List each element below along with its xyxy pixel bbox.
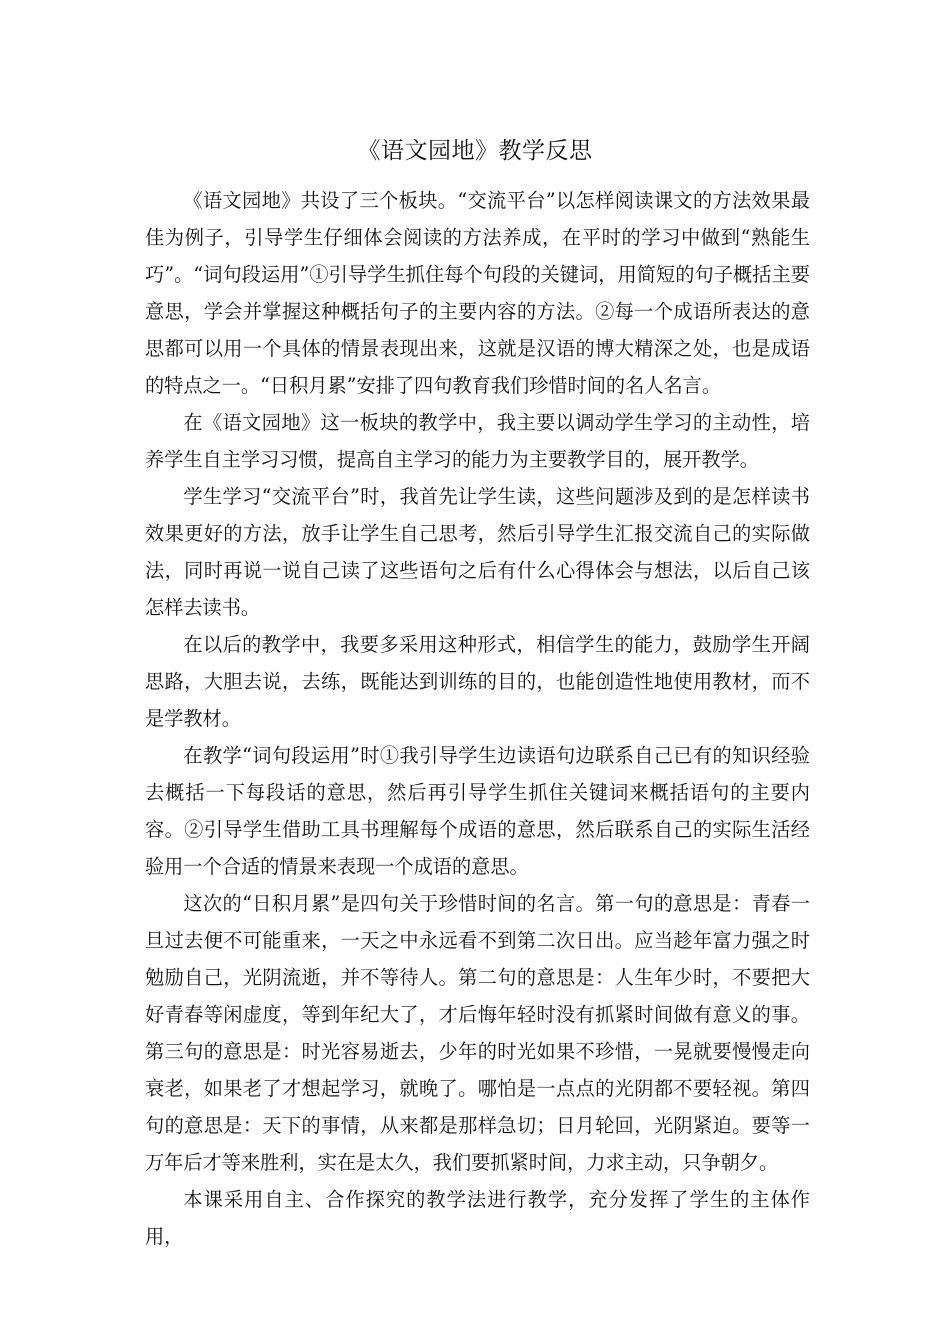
paragraph: 在教学“词句段运用”时①我引导学生边读语句边联系自己已有的知识经验去概括一下每段话的意思，然后再引导学生抓住关键词来概括语句的主要内容。②引导学生借助工具书理解每个成语的意思，然后联系自己的实际生活经验用一个合适的情景来表现一个成语的意思。: [145, 744, 810, 878]
paragraph: 学生学习“交流平台”时，我首先让学生读，这些问题涉及到的是怎样读书效果更好的方法，放手让学生自己思考，然后引导学生汇报交流自己的实际做法，同时再说一说自己读了这些语句之后有什么心得体会与想法，以后自己该怎样去读书。: [145, 485, 810, 619]
paragraph: 本课采用自主、合作探究的教学法进行教学，充分发挥了学生的主体作用，: [145, 1188, 810, 1248]
document-title: 《语文园地》教学反思: [357, 138, 593, 164]
paragraph: 《语文园地》共设了三个板块。“交流平台”以怎样阅读课文的方法效果最佳为例子，引导学生仔细体会阅读的方法养成，在平时的学习中做到“熟能生巧”。“词句段运用”①引导学生抓住每个句段的关键词，用简短的句子概括主要意思，学会并掌握这种概括句子的主要内容的方法。②每一个成语所表达的意思都可以用一个具体的情景表现出来，这就是汉语的博大精深之处，也是成语的特点之一。“日积月累”安排了四句教育我们珍惜时间的名人名言。: [145, 189, 810, 397]
paragraph: 在《语文园地》这一板块的教学中，我主要以调动学生学习的主动性，培养学生自主学习习惯，提高自主学习的能力为主要教学目的，展开教学。: [145, 411, 810, 471]
paragraph: 在以后的教学中，我要多采用这种形式，相信学生的能力，鼓励学生开阔思路，大胆去说，去练，既能达到训练的目的，也能创造性地使用教材，而不是学教材。: [145, 633, 810, 730]
document-body: [145, 182, 810, 1255]
paragraph: 这次的“日积月累”是四句关于珍惜时间的名言。第一句的意思是：青春一旦过去便不可能重来，一天之中永远看不到第二次日出。应当趁年富力强之时勉励自己，光阴流逝，并不等待人。第二句的意思是：人生年少时，不要把大好青春等闲虚度，等到年纪大了，才后悔年轻时没有抓紧时间做有意义的事。第三句的意思是：时光容易逝去，少年的时光如果不珍惜，一晃就要慢慢走向衰老，如果老了才想起学习，就晚了。哪怕是一点点的光阴都不要轻视。第四句的意思是：天下的事情，从来都是那样急切；日月轮回，光阴紧迫。要等一万年后才等来胜利，实在是太久，我们要抓紧时间，力求主动，只争朝夕。: [145, 892, 810, 1174]
